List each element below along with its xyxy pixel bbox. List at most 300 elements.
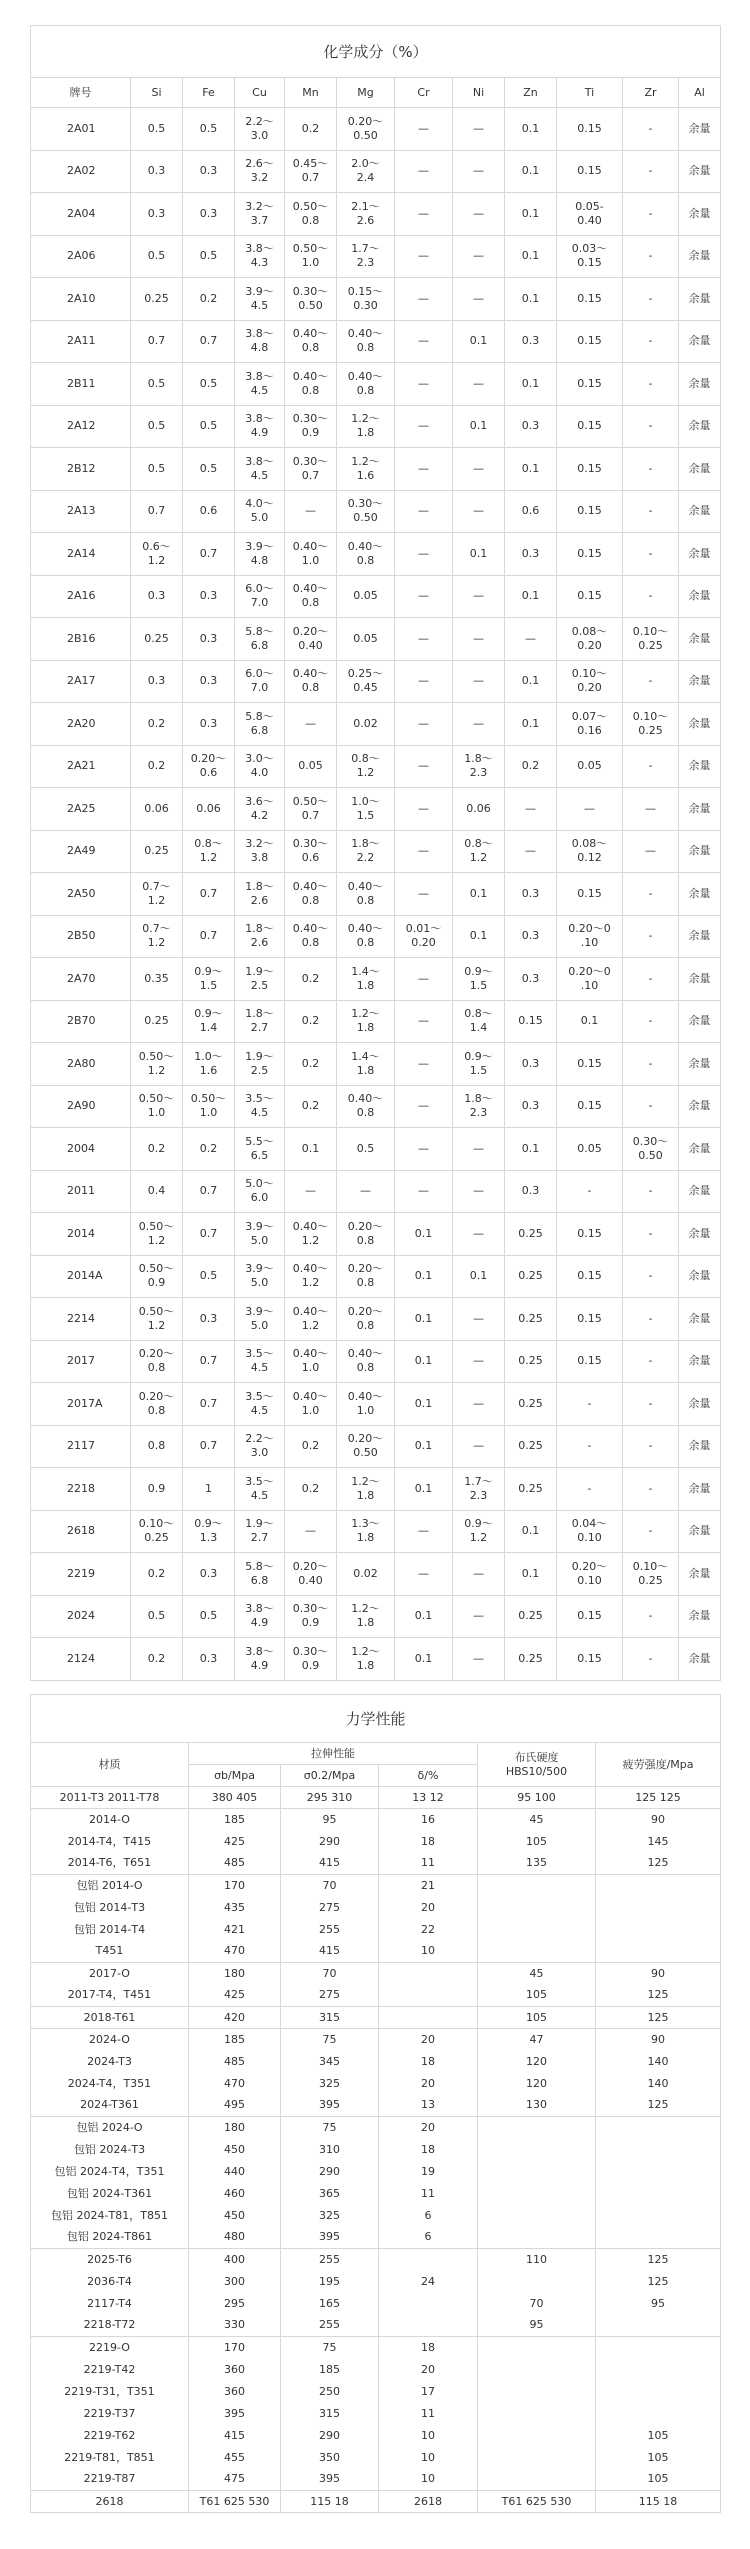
- cell-text: 6.0～: [245, 667, 274, 681]
- cell-text: 7.0: [250, 596, 269, 610]
- cell-text: 0.35: [144, 971, 169, 985]
- cell-text: —: [473, 1439, 484, 1453]
- cell-text: -: [648, 589, 653, 603]
- cell-text: 0.40: [298, 638, 323, 652]
- value-cell: [183, 1085, 235, 1128]
- value-cell: [235, 448, 285, 491]
- cell-text: 1.6: [356, 468, 375, 482]
- value-cell: [395, 618, 453, 661]
- cell-text: 0.3: [521, 971, 540, 985]
- grade-cell: [31, 1425, 131, 1468]
- cell-text: 余量: [688, 1651, 711, 1665]
- cell-text: 0.40～: [347, 1389, 384, 1403]
- value-cell: [183, 788, 235, 831]
- value-cell: [623, 1553, 679, 1596]
- value-cell: [379, 1985, 478, 2007]
- material-cell: 2017-O: [31, 1963, 189, 1985]
- value-cell: [478, 2447, 596, 2469]
- cell-text: 5.0: [250, 1276, 269, 1290]
- cell-text: 3.9～: [245, 539, 274, 553]
- value-cell: 300: [189, 2271, 281, 2293]
- value-cell: [183, 745, 235, 788]
- cell-text: 0.1: [521, 1524, 540, 1538]
- value-cell: 450: [189, 2139, 281, 2161]
- value-cell: [623, 150, 679, 193]
- header-sigma-b: σb/Mpa: [189, 1765, 281, 1787]
- value-cell: [183, 1595, 235, 1638]
- cell-text: —: [305, 1524, 316, 1538]
- value-cell: [557, 363, 623, 406]
- cell-text: -: [648, 1056, 653, 1070]
- grade-cell: [31, 1340, 131, 1383]
- cell-text: 4.5: [250, 1361, 269, 1375]
- cell-text: 6.8: [250, 638, 269, 652]
- material-cell: 2017-T4，T451: [31, 1985, 189, 2007]
- value-cell: [235, 1383, 285, 1426]
- cell-text: 5.0～: [245, 1177, 274, 1191]
- value-cell: 255: [281, 1919, 379, 1941]
- value-cell: [679, 1638, 721, 1681]
- value-cell: [183, 363, 235, 406]
- cell-text: -: [648, 376, 653, 390]
- cell-text: 0.50～: [138, 1219, 175, 1233]
- value-cell: 420: [189, 2007, 281, 2029]
- value-cell: [478, 2359, 596, 2381]
- cell-text: —: [473, 1141, 484, 1155]
- table-row: [31, 1809, 721, 1831]
- cell-text: 0.20: [577, 638, 602, 652]
- value-cell: [557, 1510, 623, 1553]
- value-cell: 10: [379, 1941, 478, 1963]
- value-cell: [623, 363, 679, 406]
- value-cell: [557, 1000, 623, 1043]
- cell-text: 0.1: [469, 1269, 488, 1283]
- cell-text: 6.5: [250, 1148, 269, 1162]
- cell-text: 0.1: [414, 1481, 433, 1495]
- cell-text: 0.2: [521, 759, 540, 773]
- cell-text: —: [473, 1396, 484, 1410]
- cell-text: 0.3: [199, 589, 218, 603]
- material-cell: 2036-T4: [31, 2271, 189, 2293]
- value-cell: [557, 1128, 623, 1171]
- cell-text: 0.6: [301, 851, 320, 865]
- table-row: [31, 618, 721, 661]
- value-cell: 45: [478, 1809, 596, 1831]
- table-row: [31, 575, 721, 618]
- table-row: [31, 1255, 721, 1298]
- value-cell: [395, 363, 453, 406]
- value-cell: [235, 830, 285, 873]
- cell-text: 0.3: [521, 1099, 540, 1113]
- cell-text: 余量: [688, 886, 711, 900]
- value-cell: [235, 108, 285, 151]
- cell-text: .10: [580, 978, 599, 992]
- cell-text: 0.25: [518, 1354, 543, 1368]
- table-row: [31, 1425, 721, 1468]
- cell-text: 0.2: [301, 1014, 320, 1028]
- cell-text: 0.1: [469, 334, 488, 348]
- value-cell: [505, 575, 557, 618]
- cell-text: 2004: [67, 1141, 95, 1155]
- cell-text: 3.0～: [245, 752, 274, 766]
- value-cell: 290: [281, 2425, 379, 2447]
- value-cell: [557, 1383, 623, 1426]
- cell-text: 0.25: [144, 1014, 169, 1028]
- value-cell: [131, 1383, 183, 1426]
- value-cell: [131, 405, 183, 448]
- value-cell: [131, 830, 183, 873]
- value-cell: [131, 745, 183, 788]
- cell-text: 0.3: [521, 546, 540, 560]
- value-cell: [131, 320, 183, 363]
- cell-text: -: [648, 504, 653, 518]
- value-cell: [395, 958, 453, 1001]
- value-cell: 295: [189, 2293, 281, 2315]
- cell-text: 1.4: [199, 1021, 218, 1035]
- cell-text: -: [587, 1184, 592, 1198]
- cell-text: 0.7: [147, 334, 166, 348]
- value-cell: [505, 1298, 557, 1341]
- value-cell: [235, 958, 285, 1001]
- material-cell: 2219-T87: [31, 2469, 189, 2491]
- cell-text: 3.8: [250, 851, 269, 865]
- value-cell: [235, 490, 285, 533]
- cell-text: 0.1: [521, 589, 540, 603]
- value-cell: 105: [478, 1985, 596, 2007]
- value-cell: [285, 830, 337, 873]
- value-cell: 90: [596, 1809, 721, 1831]
- cell-text: 0.15: [577, 504, 602, 518]
- value-cell: 425: [189, 1831, 281, 1853]
- cell-text: 0.40～: [292, 922, 329, 936]
- cell-text: 0.6: [199, 766, 218, 780]
- value-cell: [453, 363, 505, 406]
- cell-text: 0.25: [144, 291, 169, 305]
- cell-text: 0.1: [521, 249, 540, 263]
- value-cell: 95: [478, 2315, 596, 2337]
- value-cell: [679, 1043, 721, 1086]
- cell-text: 0.25: [638, 638, 663, 652]
- value-cell: [337, 1170, 395, 1213]
- value-cell: 125: [596, 2007, 721, 2029]
- value-cell: [596, 1875, 721, 1897]
- cell-text: 0.40～: [347, 327, 384, 341]
- table-row: [31, 2051, 721, 2073]
- value-cell: [183, 533, 235, 576]
- cell-text: 6.8: [250, 723, 269, 737]
- cell-text: 0.8: [356, 1361, 375, 1375]
- mechanical-properties-title: 力学性能: [31, 1695, 721, 1743]
- grade-cell: [31, 873, 131, 916]
- cell-text: 余量: [688, 206, 711, 220]
- material-cell: 包铝 2024-T3: [31, 2139, 189, 2161]
- cell-text: 余量: [688, 929, 711, 943]
- value-cell: [453, 1468, 505, 1511]
- cell-text: 1.2～: [351, 412, 380, 426]
- value-cell: [453, 575, 505, 618]
- cell-text: 3.2: [250, 171, 269, 185]
- cell-text: 6.0～: [245, 582, 274, 596]
- value-cell: 495: [189, 2095, 281, 2117]
- value-cell: 20: [379, 2073, 478, 2095]
- value-cell: 325: [281, 2073, 379, 2095]
- cell-text: 3.8～: [245, 412, 274, 426]
- cell-text: 2.6～: [245, 157, 274, 171]
- cell-text: 2.3: [469, 1106, 488, 1120]
- cell-text: 2A11: [67, 334, 96, 348]
- cell-text: —: [418, 971, 429, 985]
- cell-text: —: [305, 1184, 316, 1198]
- cell-text: 0.3: [199, 164, 218, 178]
- value-cell: [131, 193, 183, 236]
- value-cell: [505, 363, 557, 406]
- value-cell: [623, 448, 679, 491]
- cell-text: 4.9: [250, 1658, 269, 1672]
- table-row: [31, 1941, 721, 1963]
- cell-text: —: [418, 206, 429, 220]
- table-row: [31, 1298, 721, 1341]
- cell-text: —: [418, 631, 429, 645]
- table-row: [31, 2161, 721, 2183]
- cell-text: —: [584, 801, 595, 815]
- table-row: [31, 2293, 721, 2315]
- value-cell: [453, 278, 505, 321]
- cell-text: —: [418, 291, 429, 305]
- value-cell: [395, 1595, 453, 1638]
- value-cell: [285, 1425, 337, 1468]
- material-cell: 2014-T6，T651: [31, 1853, 189, 1875]
- value-cell: [557, 1170, 623, 1213]
- cell-text: 4.5: [250, 468, 269, 482]
- cell-text: 0.40: [298, 1573, 323, 1587]
- cell-text: —: [418, 844, 429, 858]
- value-cell: [679, 1255, 721, 1298]
- value-cell: [623, 1085, 679, 1128]
- value-cell: [623, 533, 679, 576]
- table-row: [31, 1468, 721, 1511]
- value-cell: [478, 2381, 596, 2403]
- value-cell: [453, 1553, 505, 1596]
- cell-text: —: [418, 1141, 429, 1155]
- value-cell: [337, 363, 395, 406]
- cell-text: 0.05: [577, 759, 602, 773]
- value-cell: 460: [189, 2183, 281, 2205]
- value-cell: [505, 1043, 557, 1086]
- cell-text: —: [418, 1524, 429, 1538]
- cell-text: 1.8～: [245, 879, 274, 893]
- cell-text: 1.8～: [245, 922, 274, 936]
- table-row: [31, 830, 721, 873]
- cell-text: 1.2: [301, 1318, 320, 1332]
- cell-text: 3.9～: [245, 1262, 274, 1276]
- value-cell: [395, 1298, 453, 1341]
- cell-text: 0.05: [577, 1141, 602, 1155]
- table-row: [31, 2447, 721, 2469]
- cell-text: 0.04～: [571, 1517, 608, 1531]
- cell-text: 余量: [688, 801, 711, 815]
- cell-text: 5.0: [250, 511, 269, 525]
- value-cell: 180: [189, 2117, 281, 2139]
- cell-text: 0.1: [521, 206, 540, 220]
- cell-text: —: [418, 674, 429, 688]
- value-cell: [453, 1425, 505, 1468]
- material-cell: 2024-T4，T351: [31, 2073, 189, 2095]
- cell-text: —: [418, 121, 429, 135]
- cell-text: 0.5: [147, 249, 166, 263]
- value-cell: T61 625 530: [189, 2491, 281, 2513]
- value-cell: [453, 873, 505, 916]
- cell-text: 0.40～: [292, 1304, 329, 1318]
- value-cell: [505, 1340, 557, 1383]
- cell-text: 0.25: [518, 1269, 543, 1283]
- cell-text: 0.40～: [347, 1092, 384, 1106]
- value-cell: [235, 575, 285, 618]
- value-cell: [679, 1553, 721, 1596]
- cell-text: 0.40～: [292, 1219, 329, 1233]
- value-cell: [505, 788, 557, 831]
- cell-text: 2.3: [356, 256, 375, 270]
- value-cell: [679, 150, 721, 193]
- grade-cell: [31, 1255, 131, 1298]
- value-cell: [453, 618, 505, 661]
- value-cell: [337, 448, 395, 491]
- value-cell: [235, 278, 285, 321]
- cell-text: —: [473, 716, 484, 730]
- value-cell: [235, 1298, 285, 1341]
- cell-text: 0.06: [466, 801, 491, 815]
- value-cell: [453, 320, 505, 363]
- cell-text: 1.8～: [351, 837, 380, 851]
- value-cell: [337, 618, 395, 661]
- value-cell: [285, 660, 337, 703]
- cell-text: 2618: [67, 1524, 95, 1538]
- cell-text: 0.40～: [292, 1389, 329, 1403]
- value-cell: 345: [281, 2051, 379, 2073]
- value-cell: [453, 1510, 505, 1553]
- value-cell: [557, 1595, 623, 1638]
- cell-text: 0.5: [147, 461, 166, 475]
- grade-cell: [31, 1170, 131, 1213]
- value-cell: [235, 915, 285, 958]
- value-cell: [337, 1468, 395, 1511]
- cell-text: -: [648, 929, 653, 943]
- cell-text: 0.16: [577, 723, 602, 737]
- table-row: [31, 1170, 721, 1213]
- cell-text: 0.07～: [571, 709, 608, 723]
- value-cell: 455: [189, 2447, 281, 2469]
- cell-text: -: [648, 1481, 653, 1495]
- cell-text: —: [473, 1184, 484, 1198]
- cell-text: 0.30～: [292, 1644, 329, 1658]
- value-cell: [379, 2249, 478, 2271]
- value-cell: [557, 1298, 623, 1341]
- cell-text: 余量: [688, 1056, 711, 1070]
- table-row: [31, 1000, 721, 1043]
- cell-text: 0.1: [469, 886, 488, 900]
- cell-text: 0.30: [353, 298, 378, 312]
- cell-text: 3.8～: [245, 1644, 274, 1658]
- value-cell: 400: [189, 2249, 281, 2271]
- cell-text: 0.7: [199, 1354, 218, 1368]
- value-cell: [453, 1340, 505, 1383]
- table-row: [31, 2029, 721, 2051]
- cell-text: 1.8: [356, 1063, 375, 1077]
- value-cell: 95 100: [478, 1787, 596, 1809]
- cell-text: 余量: [688, 461, 711, 475]
- cell-text: 余量: [688, 631, 711, 645]
- cell-text: 0.30～: [292, 837, 329, 851]
- value-cell: [235, 533, 285, 576]
- value-cell: 20: [379, 2117, 478, 2139]
- value-cell: [453, 533, 505, 576]
- cell-text: 0.05: [353, 589, 378, 603]
- value-cell: [235, 788, 285, 831]
- cell-text: 4.3: [250, 256, 269, 270]
- cell-text: 0.25: [144, 631, 169, 645]
- cell-text: 余量: [688, 1609, 711, 1623]
- cell-text: 0.03～: [571, 242, 608, 256]
- value-cell: 180: [189, 1963, 281, 1985]
- header-fatigue: 疲劳强度/Mpa: [596, 1743, 721, 1787]
- value-cell: 450: [189, 2205, 281, 2227]
- table-row: [31, 1213, 721, 1256]
- value-cell: [183, 1468, 235, 1511]
- cell-text: —: [473, 206, 484, 220]
- value-cell: [505, 1128, 557, 1171]
- cell-text: 余量: [688, 1141, 711, 1155]
- value-cell: 330: [189, 2315, 281, 2337]
- value-cell: [131, 1595, 183, 1638]
- value-cell: 365: [281, 2183, 379, 2205]
- cell-text: 2A25: [67, 801, 96, 815]
- cell-text: 3.9～: [245, 1304, 274, 1318]
- cell-text: 1.2: [199, 851, 218, 865]
- value-cell: [131, 575, 183, 618]
- value-cell: 415: [281, 1941, 379, 1963]
- cell-text: 2A12: [67, 419, 96, 433]
- cell-text: 0.3: [521, 1056, 540, 1070]
- value-cell: 415: [281, 1853, 379, 1875]
- value-cell: [235, 363, 285, 406]
- value-cell: [183, 405, 235, 448]
- cell-text: -: [648, 419, 653, 433]
- cell-text: 4.5: [250, 1403, 269, 1417]
- cell-text: 1.2: [147, 1233, 166, 1247]
- cell-text: 5.0: [250, 1233, 269, 1247]
- value-cell: [395, 1510, 453, 1553]
- header-hardness: [478, 1743, 596, 1787]
- value-cell: [557, 1340, 623, 1383]
- value-cell: [285, 1340, 337, 1383]
- table-row: [31, 150, 721, 193]
- value-cell: [478, 1897, 596, 1919]
- value-cell: [337, 788, 395, 831]
- cell-text: 0.40～: [292, 539, 329, 553]
- cell-text: 0.30～: [292, 284, 329, 298]
- value-cell: [623, 915, 679, 958]
- value-cell: [183, 108, 235, 151]
- grade-cell: [31, 915, 131, 958]
- cell-text: 0.15: [577, 376, 602, 390]
- cell-text: 4.0～: [245, 497, 274, 511]
- value-cell: [285, 320, 337, 363]
- cell-text: 1.8～: [245, 1007, 274, 1021]
- column-header: Al: [679, 78, 721, 108]
- material-cell: 2219-T31，T351: [31, 2381, 189, 2403]
- table-row: [31, 2491, 721, 2513]
- value-cell: [453, 1170, 505, 1213]
- cell-text: 0.50: [353, 1446, 378, 1460]
